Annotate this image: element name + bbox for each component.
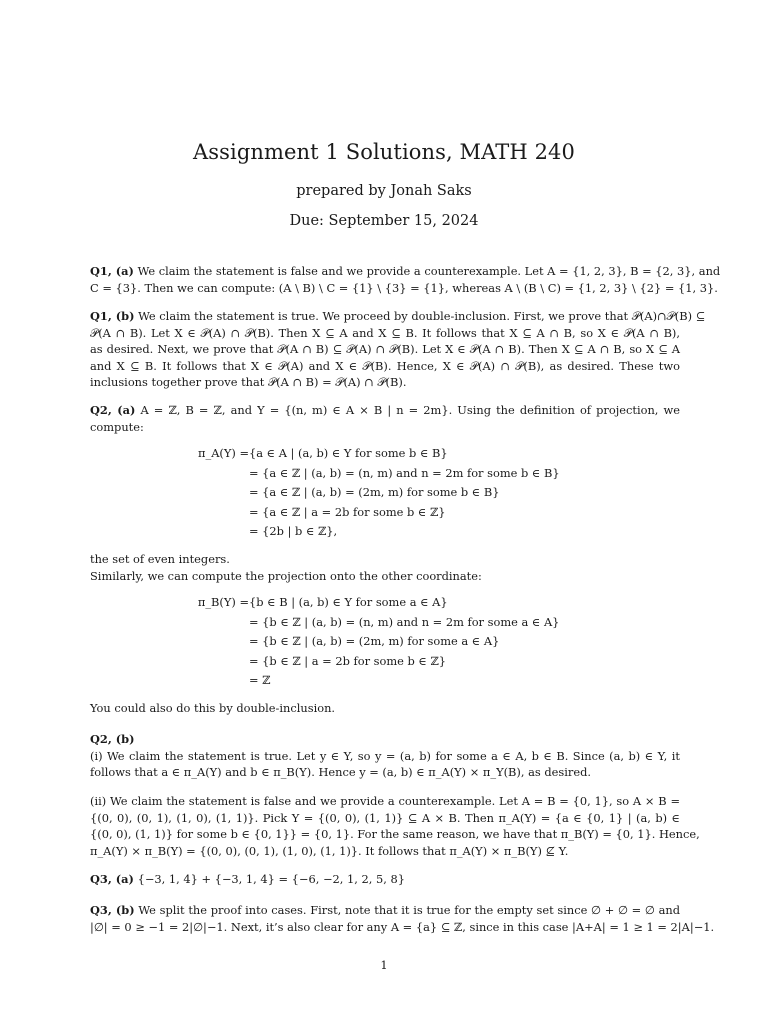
q2b-label: Q2, (b) [90, 732, 135, 746]
eq1-row-5: = {2b | b ∈ ℤ}, [249, 524, 338, 538]
q1a-line-1: We claim the statement is false and we provide a counterexample. Let A = {1, 2, 3}, B = {2, 3}, and [133, 264, 721, 278]
q3b-line-2: |∅| = 0 ≥ −1 = 2|∅|−1. Next, it’s also clear for any A = {a} ⊆ ℤ, since in this case |A+A| = 1 ≥ 1 = 2|A|−1. [90, 919, 715, 934]
q2b-ii-line-4: π_A(Y) × π_B(Y) = {(0, 0), (0, 1), (1, 0), (1, 1)}. It follows that π_A(Y) × π_B(Y) ⊈ Y. [90, 843, 569, 858]
q3b-label: Q3, (b) [90, 903, 135, 917]
q2a-after-2: Similarly, we can compute the projection onto the other coordinate: [90, 568, 482, 583]
q2a-after-1: the set of even integers. [90, 552, 230, 566]
q1b-paragraph [90, 308, 706, 391]
q3b-paragraph [90, 902, 715, 935]
q2b-i-line-1: (i) We claim the statement is true. Let y ∈ Y, so y = (a, b) for some a ∈ A, b ∈ B. Since (a, b) ∈ Y, it [90, 748, 680, 763]
eq1-row-4: = {a ∈ ℤ | a = 2b for some b ∈ ℤ} [249, 504, 446, 519]
q1b-label: Q1, (b) [90, 309, 135, 323]
q2a-interlude [90, 551, 680, 584]
q2b-i-line-2: follows that a ∈ π_A(Y) and b ∈ π_B(Y). Hence y = (a, b) ∈ π_A(Y) × π_Y(B), as desired. [90, 765, 591, 779]
q3a-label: Q3, (a) [90, 872, 134, 886]
q1a-label: Q1, (a) [90, 264, 134, 278]
q1a-line-2: C = {3}. Then we can compute: (A \ B) \ C = {1} \ {3} = {1}, whereas A \ (B \ C) = {1, 2, 3} \ {2} = {1, 3}. [90, 280, 718, 295]
eq1-row-3: = {a ∈ ℤ | (a, b) = (2m, m) for some b ∈ B} [249, 485, 500, 499]
document-title: Assignment 1 Solutions, MATH 240 [193, 140, 575, 164]
q2b-ii-line-3: {(0, 0), (1, 1)} for some b ∈ {0, 1}} = {0, 1}. For the same reason, we have that π_B(Y) = {0, 1}. Hence, [90, 827, 700, 841]
q2a-line-2: compute: [90, 419, 144, 434]
eq2-row-3: = {b ∈ ℤ | (a, b) = (2m, m) for some a ∈ A} [249, 634, 500, 648]
q2b-ii-line-1: (ii) We claim the statement is false and we provide a counterexample. Let A = B = {0, 1}, so A × B = [90, 794, 680, 808]
eq1-lhs: π_A(Y) = [198, 446, 249, 460]
q3b-line-1: We split the proof into cases. First, note that it is true for the empty set since ∅ + ∅ = ∅ and [134, 903, 680, 917]
eq1-row-1: {a ∈ A | (a, b) ∈ Y for some b ∈ B} [249, 446, 448, 460]
eq2-lhs: π_B(Y) = [197, 595, 249, 609]
document-author: prepared by Jonah Saks [296, 183, 472, 199]
q2b-ii-line-2: {(0, 0), (0, 1), (1, 0), (1, 1)}. Pick Y = {(0, 0), (1, 1)} ⊆ A × B. Then π_A(Y) = {a ∈ {0, 1} | (a, b) ∈ [90, 810, 680, 825]
eq2-row-4: = {b ∈ ℤ | a = 2b for some b ∈ ℤ} [249, 653, 447, 668]
q2a-label: Q2, (a) [90, 403, 136, 417]
q2a-line-1: A = ℤ, B = ℤ, and Y = {(n, m) ∈ A × B | n = 2m}. Using the definition of projection, we [135, 403, 680, 417]
page-number: 1 [380, 958, 388, 972]
q1b-line-1: We claim the statement is true. We proceed by double-inclusion. First, we prove that 𝒫(A)∩𝒫(B) ⊆ [134, 309, 706, 323]
eq2-row-1: {b ∈ B | (a, b) ∈ Y for some a ∈ A} [249, 595, 448, 609]
q2a-closing [90, 700, 680, 717]
q1a-paragraph [90, 263, 721, 296]
q2b-paragraph [90, 731, 680, 781]
q1b-line-2: 𝒫(A ∩ B). Let X ∈ 𝒫(A) ∩ 𝒫(B). Then X ⊆ A and X ⊆ B. It follows that X ⊆ A ∩ B, so X ∈ 𝒫(A ∩ B), [90, 325, 680, 340]
eq1-row-2: = {a ∈ ℤ | (a, b) = (n, m) and n = 2m for some b ∈ B} [249, 465, 560, 480]
q1b-line-4: and X ⊆ B. It follows that X ∈ 𝒫(A) and X ∈ 𝒫(B). Hence, X ∈ 𝒫(A) ∩ 𝒫(B), as desired. These two [90, 358, 680, 373]
q2a-closing-line: You could also do this by double-inclusion. [90, 701, 336, 715]
eq2-row-2: = {b ∈ ℤ | (a, b) = (n, m) and n = 2m for some a ∈ A} [249, 614, 560, 629]
q2a-paragraph [90, 402, 680, 435]
q1b-line-5: inclusions together prove that 𝒫(A ∩ B) = 𝒫(A) ∩ 𝒫(B). [90, 375, 407, 389]
due-date: Due: September 15, 2024 [289, 213, 479, 229]
eq2-row-5: = ℤ [249, 673, 271, 687]
q2b-ii-paragraph [90, 793, 700, 859]
q3a-paragraph [90, 871, 680, 888]
q1b-line-3: as desired. Next, we prove that 𝒫(A ∩ B) ⊆ 𝒫(A) ∩ 𝒫(B). Let X ∈ 𝒫(A ∩ B). Then X ⊆ A ∩ B, so X ⊆ A [90, 342, 680, 356]
q3a-text: {−3, 1, 4} + {−3, 1, 4} = {−6, −2, 1, 2, 5, 8} [133, 872, 405, 886]
